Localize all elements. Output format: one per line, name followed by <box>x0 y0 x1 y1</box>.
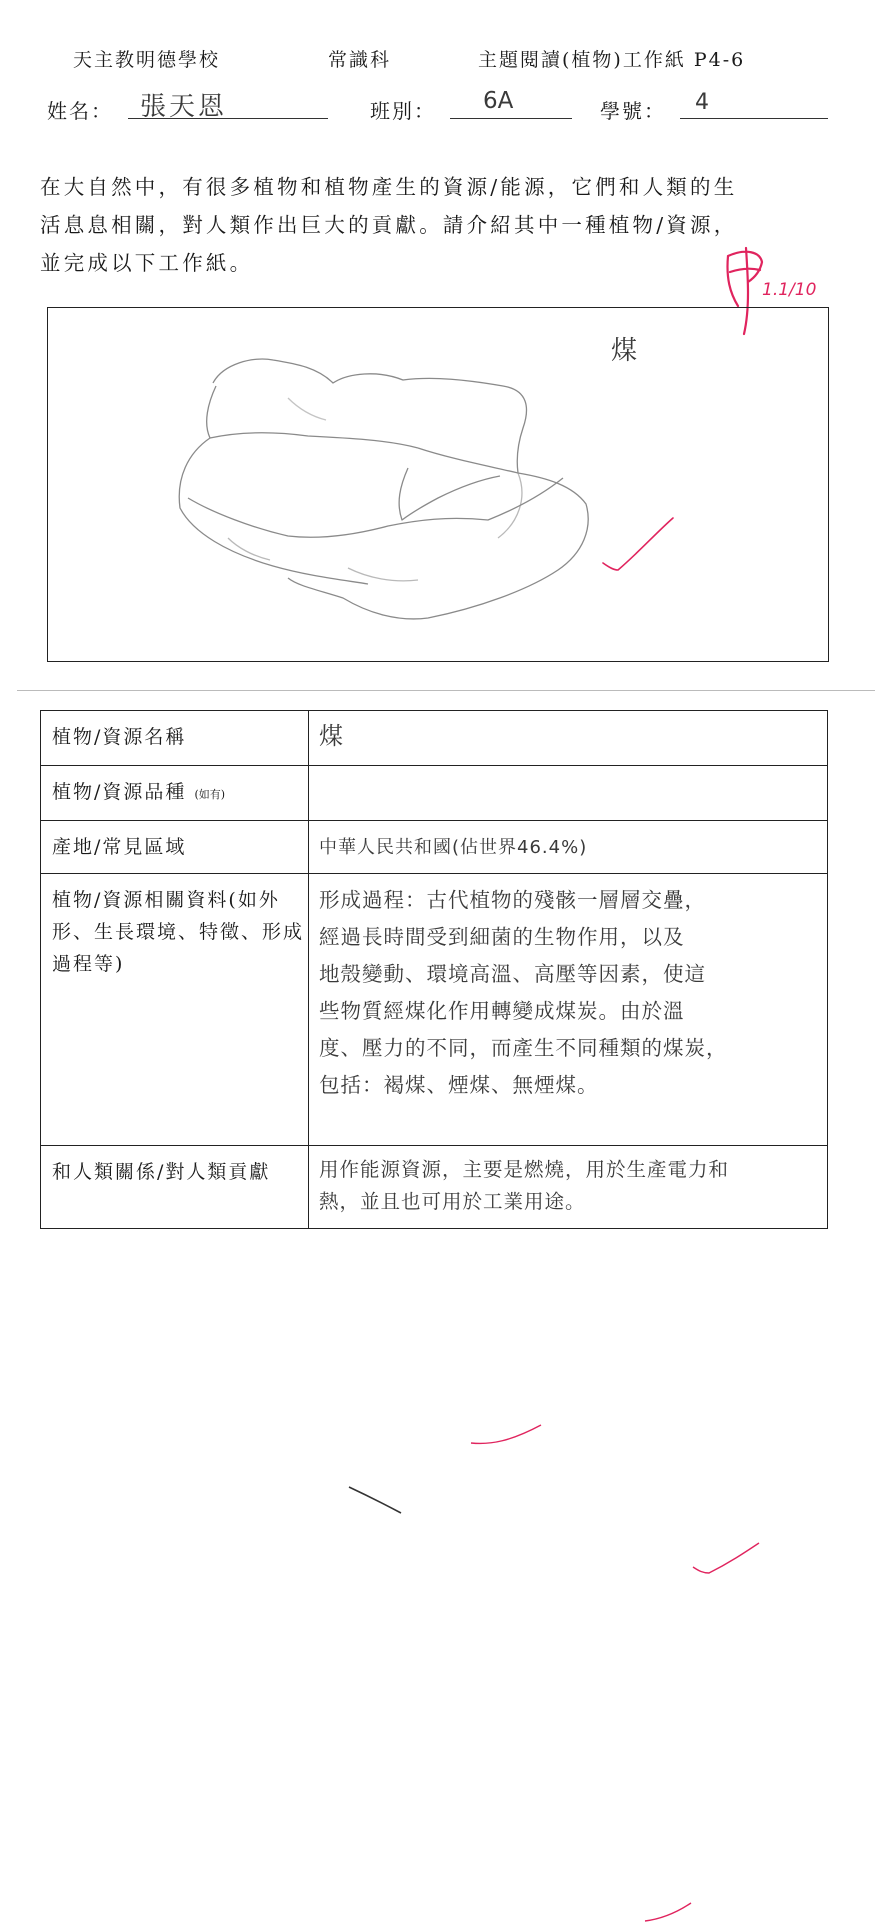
row-label <box>41 766 309 821</box>
resource-table <box>40 710 828 1229</box>
row-label-text: 植物/資源品種 <box>52 781 187 803</box>
subject-name: 常識科 <box>328 49 392 71</box>
table-row <box>41 874 828 1146</box>
number-label: 學號： <box>600 99 666 123</box>
resource-name-value: 煤 <box>319 722 344 750</box>
info-line: 度、壓力的不同，而產生不同種類的煤炭， <box>319 1036 728 1060</box>
row-value <box>309 821 828 874</box>
separator-line <box>17 690 875 691</box>
row-value <box>309 874 828 1146</box>
instructions <box>40 168 737 282</box>
row-value <box>309 1146 828 1229</box>
coal-sketch-icon <box>48 308 828 661</box>
row-label <box>41 874 309 1146</box>
slash-mark-icon <box>346 1481 416 1517</box>
row-value <box>309 711 828 766</box>
row-label <box>41 1146 309 1229</box>
grade-note: 1.1/10 <box>762 280 817 300</box>
row-label <box>41 711 309 766</box>
number-underline <box>680 118 828 119</box>
worksheet-title: 主題閱讀(植物)工作紙 P4-6 <box>478 49 746 71</box>
class-underline <box>450 118 572 119</box>
row-label-text: 植物/資源名稱 <box>52 726 187 748</box>
contribution-line: 熱，並且也可用於工業用途。 <box>319 1190 586 1213</box>
row-label-text: 產地/常見區域 <box>52 836 187 858</box>
class-label: 班別： <box>370 99 436 123</box>
contribution-line: 用作能源資源，主要是燃燒，用於生產電力和 <box>319 1158 730 1181</box>
school-name: 天主教明德學校 <box>73 49 221 71</box>
instructions-line: 在大自然中，有很多植物和植物產生的資源/能源，它們和人類的生 <box>40 175 738 199</box>
table-row <box>41 766 828 821</box>
check-mark-icon <box>641 1899 701 1929</box>
row-label-text: 植物/資源相關資料(如外形、生長環境、特徵、形成過程等) <box>52 889 305 975</box>
info-line: 包括：褐煤、煙煤、無煙煤。 <box>319 1073 599 1097</box>
name-value: 張天恩 <box>140 92 228 122</box>
row-label-note: (如有) <box>194 788 226 801</box>
class-value: 6A <box>483 88 514 114</box>
drawing-area <box>47 307 829 662</box>
row-label-text: 和人類關係/對人類貢獻 <box>52 1161 271 1183</box>
row-value <box>309 766 828 821</box>
table-row <box>41 821 828 874</box>
row-label <box>41 821 309 874</box>
info-line: 形成過程：古代植物的殘骸一層層交疊， <box>319 888 706 912</box>
info-line: 些物質經煤化作用轉變成煤炭。由於溫 <box>319 999 685 1023</box>
info-line: 經過長時間受到細菌的生物作用，以及 <box>319 925 685 949</box>
check-mark-icon <box>461 1423 551 1453</box>
info-line: 地殼變動、環境高溫、高壓等因素，使這 <box>319 962 706 986</box>
table-row <box>41 711 828 766</box>
instructions-line: 並完成以下工作紙。 <box>40 251 254 275</box>
number-value: 4 <box>695 90 709 115</box>
drawing-caption: 煤 <box>611 336 638 366</box>
name-underline <box>128 118 328 119</box>
name-label: 姓名： <box>47 99 113 123</box>
table-row <box>41 1146 828 1229</box>
instructions-line: 活息息相關，對人類作出巨大的貢獻。請介紹其中一種植物/資源， <box>40 213 738 237</box>
origin-value: 中華人民共和國(佔世界46.4%) <box>319 837 588 858</box>
check-mark-icon <box>689 1541 769 1581</box>
